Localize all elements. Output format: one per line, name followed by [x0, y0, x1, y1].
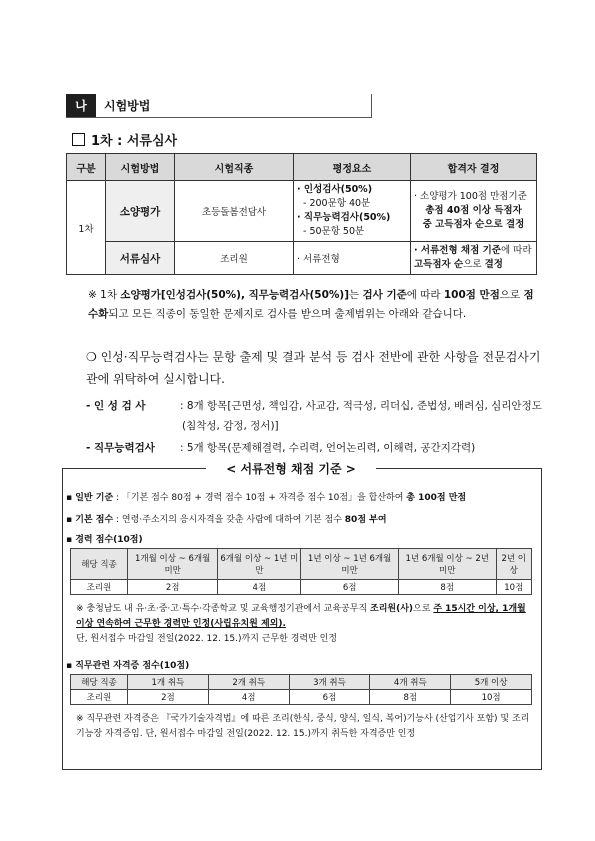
- criteria-value: 총 100점 만점: [406, 493, 467, 503]
- scope-label: - 직무능력검사: [86, 442, 155, 454]
- decision-cell: [411, 242, 537, 275]
- scope-text: : 8개 항목[근면성, 책임감, 사교감, 적극성, 리더십, 준법성, 배려심, 심리안정도(침착성, 감정, 정서)]: [180, 400, 542, 432]
- element-detail: - 200문항 40분: [303, 198, 371, 209]
- table-cell: 4점: [208, 690, 289, 705]
- table-cell: 6개월 이상 ~ 1년 미만: [218, 549, 301, 580]
- table-header-row: [71, 675, 532, 690]
- section-underline: [66, 117, 372, 118]
- career-note: [76, 602, 532, 647]
- cert-note: ※ 직무관련 자격증은 『국가기술자격법』에 따른 조리(한식, 중식, 양식, 일식, 복어)기능사 (산업기사 포함) 및 조리 기능장 자격증임. 단, 원서접수 마감일 전일(2022. 12. 15.)까지 취득한 자격증만 인정: [76, 714, 530, 739]
- subsection-heading: [72, 130, 177, 149]
- table-cell: 2점: [128, 690, 209, 705]
- table-row: [71, 580, 532, 595]
- bullet-text: 인성·직무능력검사는 문항 출제 및 결과 분석 등 검사 전반에 관한 사항을 전문검사기관에 위탁하여 실시합니다.: [86, 350, 541, 386]
- note-text: 는: [349, 289, 363, 301]
- table-cell: 1개월 이상 ~ 6개월 미만: [128, 549, 218, 580]
- bullet-paragraph: [86, 346, 542, 390]
- decision-text: 총점 40점 이상 득점자: [425, 205, 522, 216]
- note-text: 되고 모든 직종이 동일한 문제지로 검사를 받으며 출제범위는 아래와 같습니다.: [108, 308, 467, 320]
- element-detail: - 50문항 50분: [303, 226, 365, 237]
- header-decision: 합격자 결정: [411, 154, 537, 181]
- table-cell: 1개 취득: [128, 675, 209, 690]
- decision-text: 고득점자 순: [414, 259, 464, 270]
- cert-label: ▪ 직무관련 자격증 점수(10점): [66, 661, 190, 671]
- career-score-table: [70, 548, 532, 595]
- table-header-row: [71, 549, 532, 580]
- cert-score-table: [70, 674, 532, 705]
- job-cell: 조리원: [175, 242, 294, 275]
- criteria-label: ▪ 기본 점수: [66, 515, 114, 525]
- note-paragraph: [88, 286, 540, 324]
- decision-text: 에 따라: [500, 245, 532, 256]
- scope-text: : 5개 항목(문제해결력, 수리력, 언어논리력, 이해력, 공간지각력): [180, 442, 476, 454]
- note-text: 100점 만점: [443, 289, 500, 301]
- note-text: 에 따라: [406, 289, 444, 301]
- header-category: 구분: [67, 154, 106, 181]
- table-row: [71, 690, 532, 705]
- scope-list: [86, 396, 542, 458]
- table-cell: 1년 이상 ~ 1년 6개월 미만: [301, 549, 399, 580]
- table-cell: 6점: [301, 580, 399, 595]
- section-header: [66, 94, 372, 118]
- table-cell: 해당 직종: [71, 675, 128, 690]
- decision-text: · 소양평가 100점 만점기준: [414, 191, 527, 202]
- table-cell: 10점: [496, 580, 531, 595]
- section-divider: [371, 94, 372, 118]
- criteria-label: ▪ 일반 기준: [66, 493, 114, 503]
- table-cell: 4개 취득: [370, 675, 451, 690]
- note-text: 으로: [413, 604, 434, 614]
- general-criteria: [66, 490, 536, 503]
- note-text: 점수화: [88, 289, 534, 320]
- table-cell: 5개 이상: [451, 675, 532, 690]
- career-label: ▪ 경력 점수(10점): [66, 535, 143, 545]
- elements-cell: [294, 181, 411, 242]
- element-title: · 직무능력검사(50%): [297, 212, 391, 223]
- table-cell: 해당 직종: [71, 549, 128, 580]
- elements-cell: · 서류전형: [294, 242, 411, 275]
- job-cell: 초등돌봄전담사: [175, 181, 294, 242]
- table-cell: 조리원: [71, 690, 128, 705]
- scoring-box-title: < 서류전형 채점 기준 >: [206, 460, 376, 478]
- table-cell: 8점: [398, 580, 496, 595]
- table-cell: 4점: [218, 580, 301, 595]
- criteria-value: 80점 부여: [344, 515, 387, 525]
- section-badge: 나: [66, 94, 96, 118]
- criteria-text: : 연령·주소지의 응시자격을 갖춘 사람에 대하여 기본 점수: [116, 515, 342, 525]
- header-elements: 평정요소: [294, 154, 411, 181]
- decision-cell: [411, 181, 537, 242]
- table-cell: 2년 이상: [496, 549, 531, 580]
- header-job: 시험직종: [175, 154, 294, 181]
- decision-text: 으로: [463, 259, 482, 270]
- table-cell: 1년 6개월 이상 ~ 2년 미만: [398, 549, 496, 580]
- table-cell: 8점: [370, 690, 451, 705]
- note-text: ※ 1차: [88, 289, 121, 301]
- table-cell: 2개 취득: [208, 675, 289, 690]
- criteria-text: : 「기본 점수 80점 + 경력 점수 10점 + 자격증 점수 10점」을 합산하여: [116, 493, 404, 503]
- table-row: [67, 242, 537, 275]
- stage-cell: 1차: [67, 181, 106, 275]
- table-cell: 2점: [128, 580, 218, 595]
- table-cell: 6점: [289, 690, 370, 705]
- table-header-row: [67, 154, 537, 181]
- note-text: 주 15시간 이상, 1개월 이상 연속하여 근무한 경력만 인정(사립유치원 제외).: [76, 604, 526, 629]
- note-text: 단, 원서접수 마감일 전일(2022. 12. 15.)까지 근무한 경력만 인정: [76, 634, 338, 644]
- base-score: [66, 512, 536, 525]
- decision-text: 결정: [484, 259, 503, 270]
- checkbox-icon: [72, 133, 85, 146]
- section-title: 시험방법: [104, 99, 151, 113]
- list-item: [86, 438, 542, 458]
- table-cell: 10점: [451, 690, 532, 705]
- note-text: 소양평가[인성검사(50%), 직무능력검사(50%)]: [120, 289, 350, 301]
- note-text: 조리원(사): [370, 604, 414, 614]
- element-title: · 인성검사(50%): [297, 184, 373, 195]
- subsection-title: 1차 : 서류심사: [91, 134, 178, 149]
- method-cell: 소양평가: [106, 181, 175, 242]
- circle-bullet-icon: ❍: [86, 350, 101, 364]
- header-method: 시험방법: [106, 154, 175, 181]
- exam-method-table: [66, 153, 537, 275]
- decision-text: · 서류전형 채점 기준: [414, 245, 501, 256]
- table-cell: 조리원: [71, 580, 128, 595]
- note-text: 검사 기준: [362, 289, 407, 301]
- table-row: [67, 181, 537, 242]
- table-cell: 3개 취득: [289, 675, 370, 690]
- list-item: [86, 396, 542, 436]
- note-text: ※ 충청남도 내 유·초·중·고·특수·각종학교 및 교육행정기관에서 교육공무직: [76, 604, 370, 614]
- scope-label: - 인 성 검 사: [86, 400, 146, 412]
- note-text: 으로: [499, 289, 524, 301]
- decision-text: 중 고득점자 순으로 결정: [422, 219, 525, 230]
- method-cell: 서류심사: [106, 242, 175, 275]
